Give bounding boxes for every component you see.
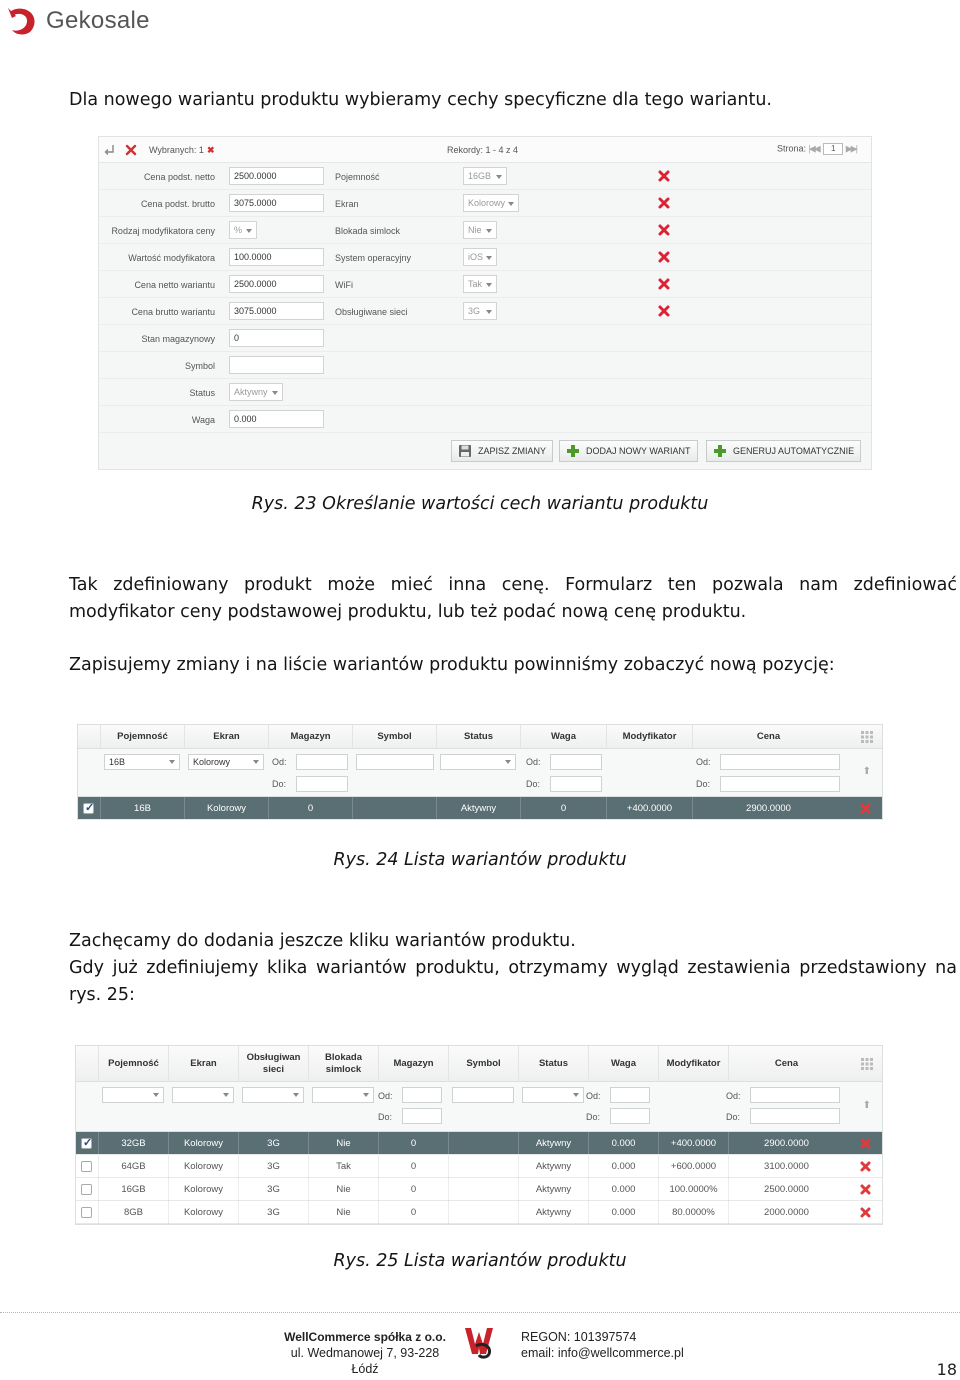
filter-to-label: Do: (526, 779, 541, 789)
form-row-1 (99, 163, 871, 190)
filter-networks-select[interactable] (242, 1087, 304, 1103)
screen-select[interactable] (463, 194, 519, 212)
col-header[interactable]: Ekran (184, 725, 268, 749)
col-header[interactable]: Symbol (448, 1046, 518, 1082)
filter-status-select[interactable] (440, 754, 516, 770)
filter-price-from[interactable] (720, 754, 840, 770)
form-row-10 (99, 406, 871, 433)
variant-net-price-input[interactable]: 2500.0000 (229, 275, 324, 293)
filter-stock-from[interactable] (296, 754, 348, 770)
cell-screen: Kolorowy (168, 1201, 238, 1224)
row-checkbox[interactable] (81, 1138, 92, 1149)
cell-symbol (448, 1178, 518, 1201)
variant-form-screenshot (98, 136, 872, 470)
wifi-select-value: Tak (468, 279, 483, 289)
attr-label: Pojemność (335, 172, 380, 182)
field-label: Status (189, 388, 215, 398)
save-changes-button[interactable] (451, 440, 553, 462)
attr-label: Obsługiwane sieci (335, 307, 408, 317)
cell-symbol (448, 1201, 518, 1224)
filter-capacity-select[interactable] (104, 754, 180, 770)
save-paragraph: Zapisujemy zmiany i na liście wariantów produktu powinniśmy zobaczyć nową pozycję: (69, 655, 835, 675)
delete-attribute-icon[interactable] (657, 223, 671, 237)
delete-attribute-icon[interactable] (657, 304, 671, 318)
cell-stock: 0 (378, 1201, 448, 1224)
delete-row-icon[interactable] (859, 1206, 872, 1219)
filter-weight-to[interactable] (610, 1108, 650, 1124)
clear-selection-icon[interactable]: ✖ (206, 145, 215, 155)
cell-weight: 0.000 (588, 1155, 658, 1178)
filter-screen-select[interactable] (188, 754, 264, 770)
floppy-disk-icon (458, 444, 472, 458)
field-label: Wartość modyfikatora (128, 253, 215, 263)
filter-stock-to[interactable] (296, 776, 348, 792)
wellcommerce-logo-icon (462, 1322, 498, 1360)
capacity-select-value: 16GB (468, 171, 492, 181)
page-input[interactable]: 1 (823, 143, 843, 155)
column-settings-icon[interactable] (860, 1057, 874, 1071)
cell-stock: 0 (378, 1178, 448, 1201)
cell-screen: Kolorowy (184, 797, 268, 820)
cell-simlock: Tak (308, 1155, 378, 1178)
filter-symbol-input[interactable] (356, 754, 434, 770)
field-label: Waga (191, 415, 215, 425)
filter-price-to[interactable] (750, 1108, 840, 1124)
cell-simlock: Nie (308, 1132, 378, 1155)
gekosale-logo (6, 6, 150, 36)
gekosale-logo-icon (6, 6, 40, 36)
regon: REGON: 101397574 (521, 1330, 637, 1344)
filter-from-label: Od: (726, 1091, 741, 1101)
footer-divider (0, 1312, 960, 1313)
col-header[interactable]: Modyfikator (658, 1046, 728, 1082)
cell-stock: 0 (378, 1155, 448, 1178)
summary-paragraph: Gdy już zdefiniujemy klika wariantów produktu, otrzymamy wygląd zestawienia przedstawiony na rys. 25: (69, 958, 957, 1005)
os-select-value: iOS (468, 252, 484, 262)
plus-icon (713, 444, 727, 458)
modifier-type-select[interactable] (229, 221, 257, 239)
form-row-2 (99, 190, 871, 217)
cell-capacity: 16B (100, 797, 184, 820)
sort-up-icon[interactable]: ⬆ (862, 766, 871, 777)
cell-weight: 0.000 (588, 1178, 658, 1201)
wifi-select[interactable] (463, 275, 497, 293)
cell-status: Aktywny (518, 1201, 588, 1224)
cell-weight: 0.000 (588, 1132, 658, 1155)
footer-company (280, 1329, 450, 1377)
field-label: Cena podst. netto (143, 172, 215, 182)
encourage-paragraph: Zachęcamy do dodania jeszcze kliku wariantów produktu. (69, 931, 576, 951)
column-settings-icon[interactable] (860, 730, 874, 744)
col-header[interactable]: Symbol (352, 725, 436, 749)
page-number: 18 (936, 1360, 957, 1379)
add-variant-label: DODAJ NOWY WARIANT (586, 446, 691, 456)
last-page-icon[interactable]: ▶▶| (845, 143, 856, 154)
form-row-5 (99, 271, 871, 298)
filter-price-to[interactable] (720, 776, 840, 792)
field-label: Cena brutto wariantu (131, 307, 215, 317)
logo-text: Gekosale (46, 7, 150, 34)
cell-networks: 3G (238, 1155, 308, 1178)
delete-attribute-icon[interactable] (657, 196, 671, 210)
cell-price: 2900.0000 (728, 1132, 844, 1155)
company-address: ul. Wedmanowej 7, 93-228 Łódź (290, 1346, 440, 1376)
delete-attribute-icon[interactable] (657, 277, 671, 291)
filter-symbol-input[interactable] (452, 1087, 514, 1103)
col-header[interactable]: Ekran (168, 1046, 238, 1082)
cell-modifier: +600.0000 (658, 1155, 728, 1178)
caption-fig23: Rys. 23 Określanie wartości cech wariantu produktu (251, 494, 709, 514)
form-toolbar (99, 137, 871, 163)
cell-capacity: 16GB (98, 1178, 168, 1201)
cell-modifier: 100.0000% (658, 1178, 728, 1201)
form-row-6 (99, 298, 871, 325)
capacity-select[interactable] (463, 167, 507, 185)
cell-stock: 0 (378, 1132, 448, 1155)
records-label: Rekordy: 1 - 4 z 4 (447, 145, 519, 155)
col-header[interactable]: Modyfikator (606, 725, 692, 749)
cell-simlock: Nie (308, 1201, 378, 1224)
cell-capacity: 32GB (98, 1132, 168, 1155)
cell-status: Aktywny (518, 1155, 588, 1178)
filter-stock-to[interactable] (402, 1108, 442, 1124)
filter-from-label: Od: (586, 1091, 601, 1101)
field-label: Stan magazynowy (141, 334, 215, 344)
filter-to-label: Do: (696, 779, 711, 789)
form-row-3 (99, 217, 871, 244)
col-header[interactable]: Obsługiwan sieci (238, 1046, 308, 1082)
modifier-type-value: % (234, 225, 243, 235)
sort-up-icon[interactable]: ⬆ (862, 1100, 871, 1111)
cell-status: Aktywny (518, 1132, 588, 1155)
cell-screen: Kolorowy (168, 1155, 238, 1178)
contact-email: email: info@wellcommerce.pl (521, 1346, 684, 1360)
col-header[interactable]: Waga (520, 725, 606, 749)
cell-symbol (448, 1132, 518, 1155)
footer-registry (521, 1329, 684, 1361)
filter-weight-from[interactable] (610, 1087, 650, 1103)
first-page-icon[interactable]: |◀◀ (808, 143, 819, 154)
filter-capacity-select[interactable] (102, 1087, 164, 1103)
networks-select-value: 3G (468, 306, 481, 316)
variants-grid-fig24 (77, 724, 883, 820)
filter-screen-value: Kolorowy (193, 757, 231, 767)
screen-select-value: Kolorowy (468, 198, 506, 208)
filter-screen-select[interactable] (172, 1087, 234, 1103)
col-header[interactable]: Pojemność (100, 725, 184, 749)
row-checkbox[interactable] (81, 1161, 92, 1172)
cell-price: 3100.0000 (728, 1155, 844, 1178)
plus-icon (566, 444, 580, 458)
cell-capacity: 64GB (98, 1155, 168, 1178)
cell-modifier: +400.0000 (606, 797, 692, 820)
delete-row-icon[interactable] (859, 1137, 872, 1150)
intro-paragraph: Dla nowego wariantu produktu wybieramy cechy specyficzne dla tego wariantu. (69, 90, 772, 110)
cell-modifier: +400.0000 (658, 1132, 728, 1155)
cell-status: Aktywny (436, 797, 520, 820)
status-select-value: Aktywny (234, 387, 268, 397)
col-header[interactable]: Waga (588, 1046, 658, 1082)
generate-auto-button[interactable] (706, 440, 861, 462)
cell-price: 2000.0000 (728, 1201, 844, 1224)
symbol-input[interactable] (229, 356, 324, 374)
field-label: Symbol (184, 361, 215, 371)
cell-price: 2900.0000 (692, 797, 844, 820)
grid-header (76, 1046, 882, 1082)
variants-grid-fig25 (75, 1045, 883, 1225)
filter-capacity-value: 16B (109, 757, 126, 767)
attr-label: Ekran (335, 199, 359, 209)
col-header[interactable]: Magazyn (378, 1046, 448, 1082)
filter-price-from[interactable] (750, 1087, 840, 1103)
attr-label: Blokada simlock (335, 226, 401, 236)
filter-stock-from[interactable] (402, 1087, 442, 1103)
base-gross-price-input[interactable]: 3075.0000 (229, 194, 324, 212)
table-row[interactable] (76, 1201, 882, 1224)
col-header[interactable]: Magazyn (268, 725, 352, 749)
form-row-8 (99, 352, 871, 379)
cell-screen: Kolorowy (168, 1178, 238, 1201)
form-row-4 (99, 244, 871, 271)
filter-to-label: Do: (378, 1112, 393, 1122)
simlock-select[interactable] (463, 221, 497, 239)
status-select[interactable] (229, 383, 283, 401)
modifier-value-input[interactable]: 100.0000 (229, 248, 324, 266)
networks-select[interactable] (463, 302, 497, 320)
caption-fig24: Rys. 24 Lista wariantów produktu (333, 850, 627, 870)
cell-stock: 0 (268, 797, 352, 820)
cell-capacity: 8GB (98, 1201, 168, 1224)
os-select[interactable] (463, 248, 497, 266)
filter-from-label: Od: (272, 757, 287, 767)
cell-networks: 3G (238, 1132, 308, 1155)
filter-status-select[interactable] (522, 1087, 584, 1103)
delete-row-icon[interactable] (859, 802, 872, 815)
col-header[interactable]: Cena (728, 1046, 844, 1082)
field-label: Rodzaj modyfikatora ceny (111, 226, 215, 236)
caption-fig25: Rys. 25 Lista wariantów produktu (333, 1251, 627, 1271)
cell-weight: 0.000 (588, 1201, 658, 1224)
filter-weight-from[interactable] (550, 754, 602, 770)
col-header[interactable]: Blokada simlock (308, 1046, 378, 1082)
delete-row-icon[interactable] (859, 1160, 872, 1173)
delete-attribute-icon[interactable] (657, 169, 671, 183)
form-row-9 (99, 379, 871, 406)
cell-simlock: Nie (308, 1178, 378, 1201)
company-name: WellCommerce spółka z o.o. (284, 1330, 446, 1344)
grid-header (78, 725, 882, 749)
add-variant-button[interactable] (559, 440, 698, 462)
col-header[interactable]: Cena (692, 725, 844, 749)
weight-input[interactable]: 0.000 (229, 410, 324, 428)
filter-simlock-select[interactable] (312, 1087, 374, 1103)
cell-networks: 3G (238, 1178, 308, 1201)
row-checkbox[interactable] (81, 1184, 92, 1195)
table-row[interactable] (76, 1155, 882, 1178)
selected-count-label: Wybranych: 1 (149, 145, 204, 155)
attr-label: WiFi (335, 280, 353, 290)
cell-screen: Kolorowy (168, 1132, 238, 1155)
filter-to-label: Do: (272, 779, 287, 789)
delete-attribute-icon[interactable] (657, 250, 671, 264)
col-header[interactable]: Status (518, 1046, 588, 1082)
base-net-price-input[interactable]: 2500.0000 (229, 167, 324, 185)
cell-symbol (352, 797, 436, 820)
cell-modifier: 80.0000% (658, 1201, 728, 1224)
filter-from-label: Od: (526, 757, 541, 767)
back-arrow-icon[interactable] (103, 143, 115, 155)
grid-filter-row (78, 749, 882, 797)
field-label: Cena netto wariantu (134, 280, 215, 290)
grid-filter-row (76, 1082, 882, 1132)
cell-price: 2500.0000 (728, 1178, 844, 1201)
variant-gross-price-input[interactable]: 3075.0000 (229, 302, 324, 320)
attr-label: System operacyjny (335, 253, 412, 263)
cell-weight: 0 (520, 797, 606, 820)
delete-selected-icon[interactable] (125, 144, 137, 156)
form-row-7 (99, 325, 871, 352)
generate-auto-label: GENERUJ AUTOMATYCZNIE (733, 446, 855, 456)
page-label: Strona: (777, 143, 807, 154)
stock-input[interactable]: 0 (229, 329, 324, 347)
filter-from-label: Od: (696, 757, 711, 767)
cell-status: Aktywny (518, 1178, 588, 1201)
table-row[interactable] (76, 1132, 882, 1155)
filter-weight-to[interactable] (550, 776, 602, 792)
cell-networks: 3G (238, 1201, 308, 1224)
table-row[interactable] (76, 1178, 882, 1201)
pager (777, 143, 856, 155)
field-label: Cena podst. brutto (140, 199, 215, 209)
selected-count (149, 145, 215, 156)
filter-to-label: Do: (586, 1112, 601, 1122)
table-row[interactable] (78, 797, 882, 820)
filter-to-label: Do: (726, 1112, 741, 1122)
price-paragraph: Tak zdefiniowany produkt może mieć inna cenę. Formularz ten pozwala nam zdefiniować modyfikator ceny podstawowej produktu, lub też podać nową cenę produktu. (69, 575, 957, 622)
simlock-select-value: Nie (468, 225, 482, 235)
col-header[interactable]: Pojemność (98, 1046, 168, 1082)
filter-from-label: Od: (378, 1091, 393, 1101)
col-header[interactable]: Status (436, 725, 520, 749)
row-checkbox[interactable] (81, 1207, 92, 1218)
save-changes-label: ZAPISZ ZMIANY (478, 446, 547, 456)
delete-row-icon[interactable] (859, 1183, 872, 1196)
row-checkbox[interactable] (83, 803, 94, 814)
cell-symbol (448, 1155, 518, 1178)
